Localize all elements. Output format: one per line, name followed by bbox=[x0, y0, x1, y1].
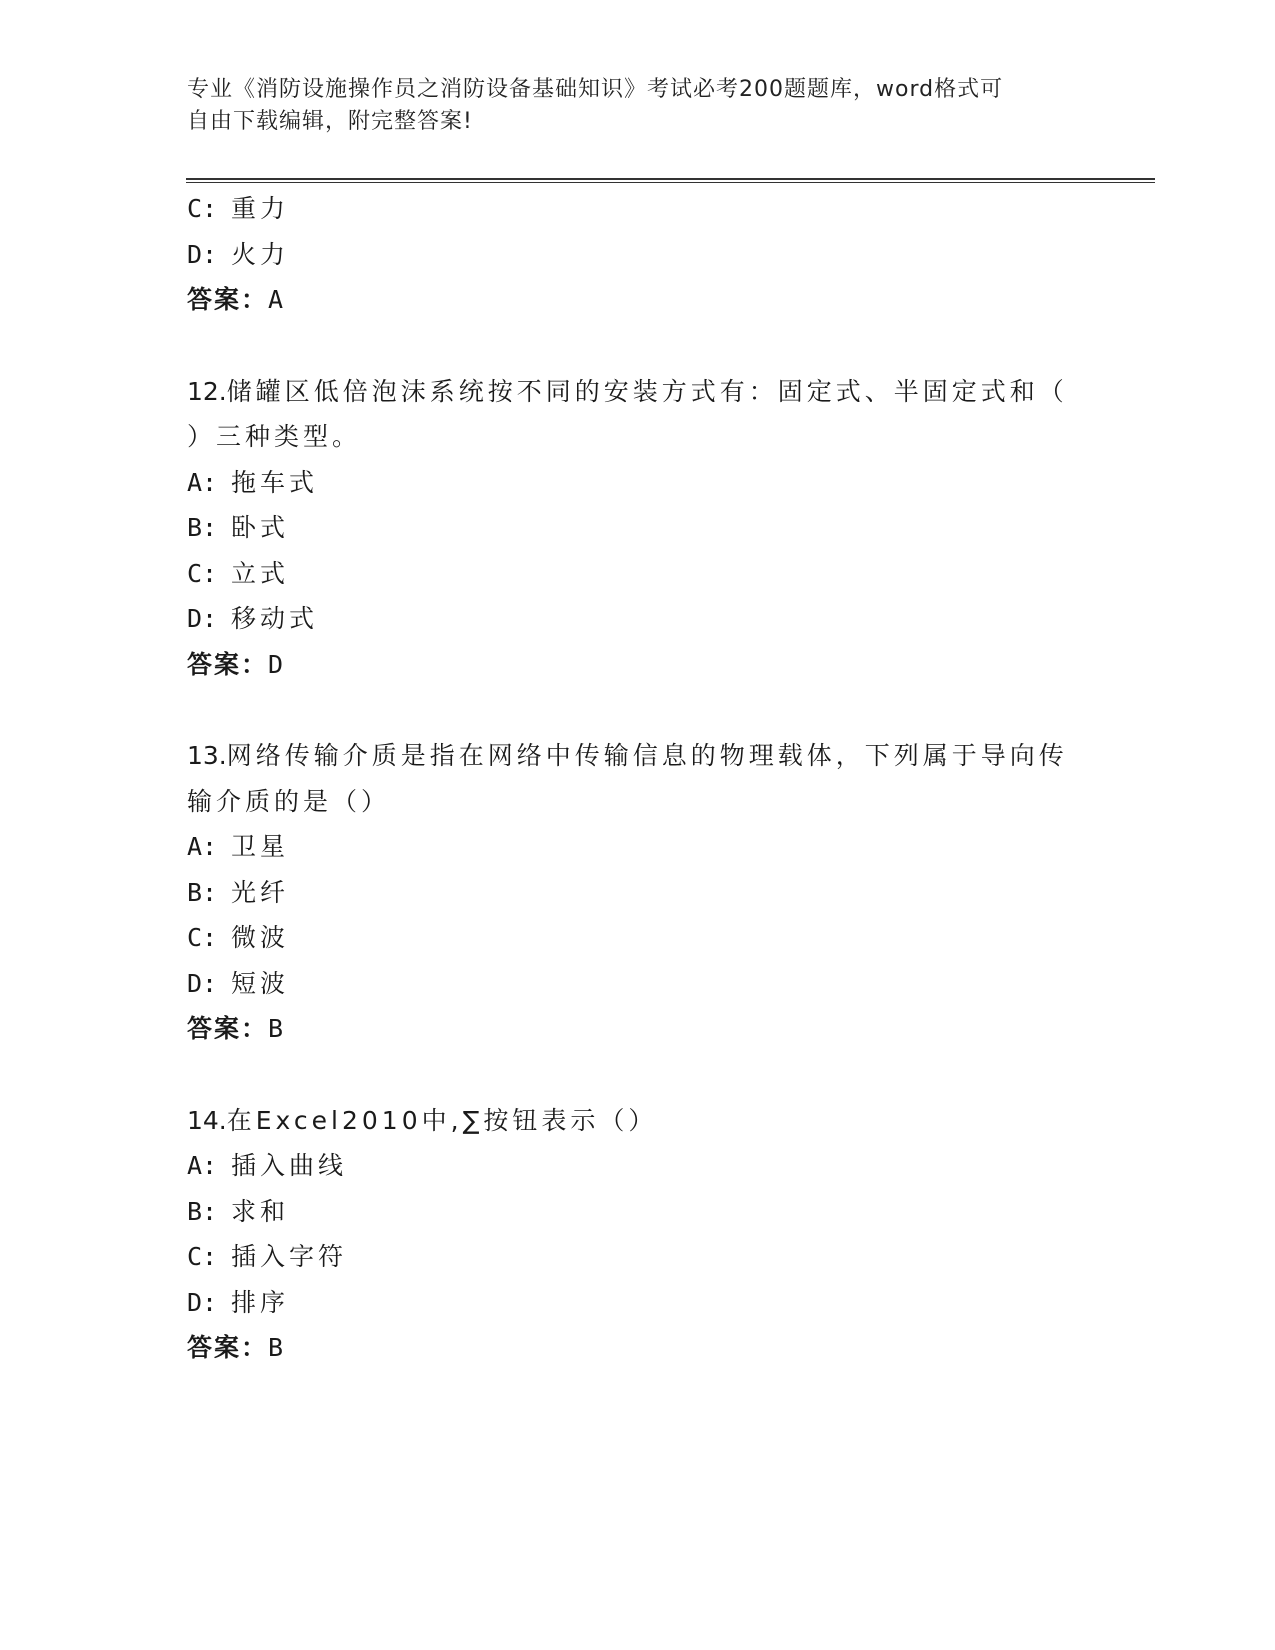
document-header bbox=[187, 74, 1087, 138]
answer-value: A bbox=[268, 285, 286, 314]
option-letter: C: bbox=[187, 194, 218, 223]
option-letter: A: bbox=[187, 1151, 218, 1180]
option-letter: D: bbox=[187, 239, 218, 269]
option-d bbox=[187, 596, 1087, 642]
option-letter: B: bbox=[187, 513, 218, 542]
answer-line bbox=[187, 1006, 1087, 1052]
spacer bbox=[187, 687, 1087, 733]
option-d bbox=[187, 961, 1087, 1007]
option-b bbox=[187, 1189, 1087, 1235]
option-text: 卧式 bbox=[231, 513, 290, 542]
question-13 bbox=[187, 733, 1087, 1052]
option-letter: C: bbox=[187, 558, 218, 588]
answer-line bbox=[187, 1325, 1087, 1371]
option-a bbox=[187, 460, 1087, 506]
option-c bbox=[187, 915, 1087, 961]
option-text: 立式 bbox=[231, 558, 290, 588]
question-number: 14. bbox=[187, 1105, 227, 1135]
option-letter: D: bbox=[187, 968, 218, 998]
answer-label: 答案： bbox=[187, 1014, 269, 1043]
option-letter: B: bbox=[187, 877, 218, 907]
option-letter: D: bbox=[187, 604, 218, 633]
header-title-line-2: 自由下载编辑，附完整答案! bbox=[187, 109, 473, 134]
option-letter: A: bbox=[187, 467, 218, 497]
answer-line bbox=[187, 642, 1087, 688]
option-text: 短波 bbox=[231, 968, 290, 998]
option-text: 拖车式 bbox=[231, 467, 319, 497]
option-letter: A: bbox=[187, 832, 218, 861]
spacer bbox=[187, 323, 1087, 369]
option-text: 排序 bbox=[231, 1287, 290, 1317]
answer-label: 答案： bbox=[187, 1333, 269, 1362]
option-c bbox=[187, 551, 1087, 597]
question-stem-continued bbox=[187, 414, 1087, 460]
option-text: 插入曲线 bbox=[231, 1151, 348, 1180]
option-text: 插入字符 bbox=[231, 1242, 348, 1271]
option-letter: C: bbox=[187, 1242, 218, 1271]
spacer bbox=[187, 1052, 1087, 1098]
option-letter: D: bbox=[187, 1287, 218, 1317]
prev-question-tail bbox=[187, 186, 1087, 323]
question-stem-line-1: 网络传输介质是指在网络中传输信息的物理载体，下列属于导向传 bbox=[226, 741, 1068, 770]
question-stem bbox=[187, 369, 1087, 415]
option-text: 光纤 bbox=[231, 877, 290, 907]
header-divider bbox=[186, 178, 1155, 183]
option-c bbox=[187, 186, 1087, 232]
answer-line bbox=[187, 277, 1087, 323]
option-a bbox=[187, 1143, 1087, 1189]
question-12 bbox=[187, 369, 1087, 688]
answer-value: B bbox=[268, 1014, 286, 1043]
option-letter: C: bbox=[187, 923, 218, 952]
header-title-line-1: 专业《消防设施操作员之消防设备基础知识》考试必考200题题库，word格式可 bbox=[187, 77, 1004, 102]
question-stem-line-1: 在Excel2010中,∑按钮表示（） bbox=[226, 1105, 658, 1135]
option-b bbox=[187, 870, 1087, 916]
question-stem bbox=[187, 733, 1087, 779]
question-stem bbox=[187, 1098, 1087, 1144]
answer-value: D bbox=[268, 649, 286, 679]
answer-value: B bbox=[268, 1333, 286, 1362]
option-a bbox=[187, 824, 1087, 870]
option-b bbox=[187, 505, 1087, 551]
option-d bbox=[187, 1280, 1087, 1326]
question-stem-line-2: 输介质的是（） bbox=[187, 786, 391, 816]
option-letter: B: bbox=[187, 1196, 218, 1226]
answer-label: 答案： bbox=[187, 649, 269, 679]
option-c bbox=[187, 1234, 1087, 1280]
option-text: 求和 bbox=[231, 1196, 290, 1226]
option-text: 火力 bbox=[231, 239, 290, 269]
option-text: 卫星 bbox=[231, 832, 290, 861]
answer-label: 答案： bbox=[187, 285, 269, 314]
question-number: 13. bbox=[187, 741, 227, 770]
question-stem-line-1: 储罐区低倍泡沫系统按不同的安装方式有：固定式、半固定式和（ bbox=[226, 376, 1068, 406]
option-text: 移动式 bbox=[231, 604, 319, 633]
question-stem-continued bbox=[187, 779, 1087, 825]
question-number: 12. bbox=[187, 376, 227, 406]
question-14 bbox=[187, 1098, 1087, 1371]
option-text: 重力 bbox=[231, 194, 290, 223]
option-d bbox=[187, 232, 1087, 278]
question-stem-line-2: ）三种类型。 bbox=[187, 422, 362, 451]
option-text: 微波 bbox=[231, 923, 290, 952]
question-list bbox=[187, 186, 1087, 1371]
